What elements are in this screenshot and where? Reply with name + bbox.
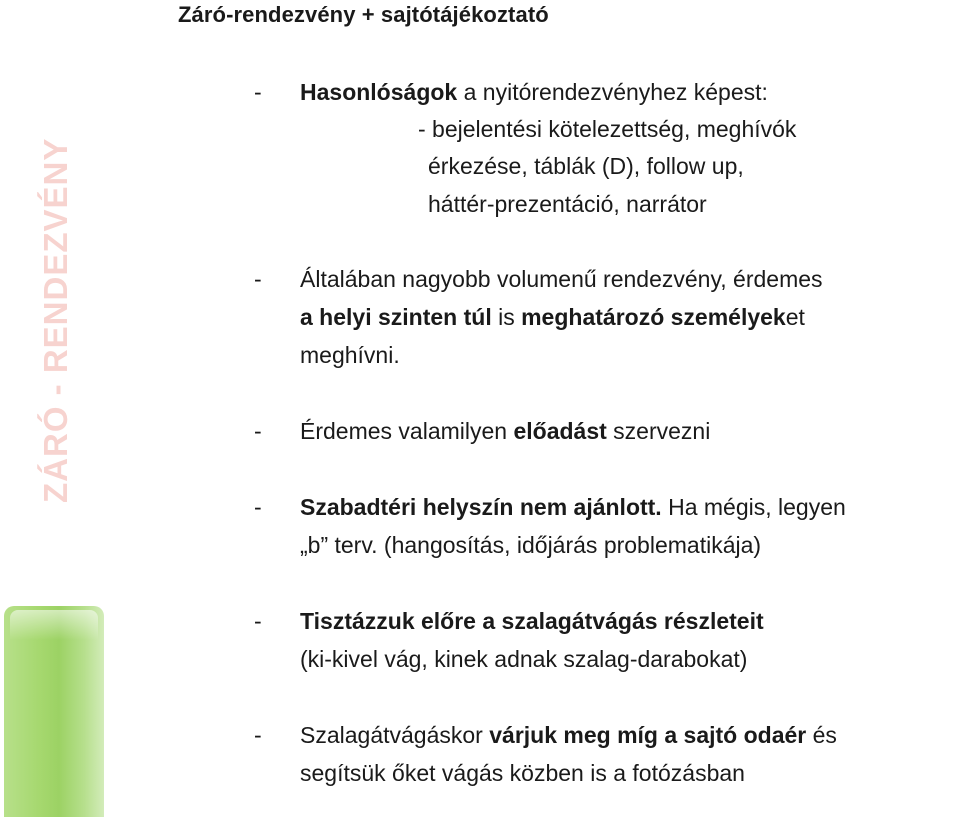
bullet-text: Tisztázzuk előre a szalagátvágás részleteit: [300, 608, 764, 634]
side-label: ZÁRÓ - RENDEZVÉNY: [37, 137, 74, 503]
bullet-dash: -: [254, 494, 262, 520]
sub-item-line: - bejelentési kötelezettség, meghívók: [418, 116, 797, 142]
bullet-dash: -: [254, 418, 262, 444]
bullet-dash: -: [254, 79, 262, 105]
decorative-green-bar: [4, 606, 104, 817]
slide-title: Záró-rendezvény + sajtótájékoztató: [178, 2, 549, 27]
sub-item-line: háttér-prezentáció, narrátor: [428, 191, 707, 217]
bullet-dash: -: [254, 722, 262, 748]
bullet-text: Érdemes valamilyen előadást szervezni: [300, 418, 711, 444]
bullet-text: segítsük őket vágás közben is a fotózásban: [300, 760, 745, 786]
bullet-text: Hasonlóságok a nyitórendezvényhez képest:: [300, 79, 768, 105]
sub-item-line: érkezése, táblák (D), follow up,: [428, 153, 744, 179]
bullet-text: meghívni.: [300, 342, 400, 368]
bullet-text: Szabadtéri helyszín nem ajánlott. Ha mégis, legyen: [300, 494, 846, 520]
bullet-text: a helyi szinten túl is meghatározó személyeket: [300, 304, 805, 330]
bullet-text: Általában nagyobb volumenű rendezvény, érdemes: [300, 266, 823, 292]
bullet-text: (ki-kivel vág, kinek adnak szalag-darabokat): [300, 646, 748, 672]
bullet-text: Szalagátvágáskor várjuk meg míg a sajtó odaér és: [300, 722, 837, 748]
bullet-text: „b” terv. (hangosítás, időjárás problematikája): [300, 532, 762, 558]
bullet-dash: -: [254, 608, 262, 634]
bullet-dash: -: [254, 266, 262, 292]
